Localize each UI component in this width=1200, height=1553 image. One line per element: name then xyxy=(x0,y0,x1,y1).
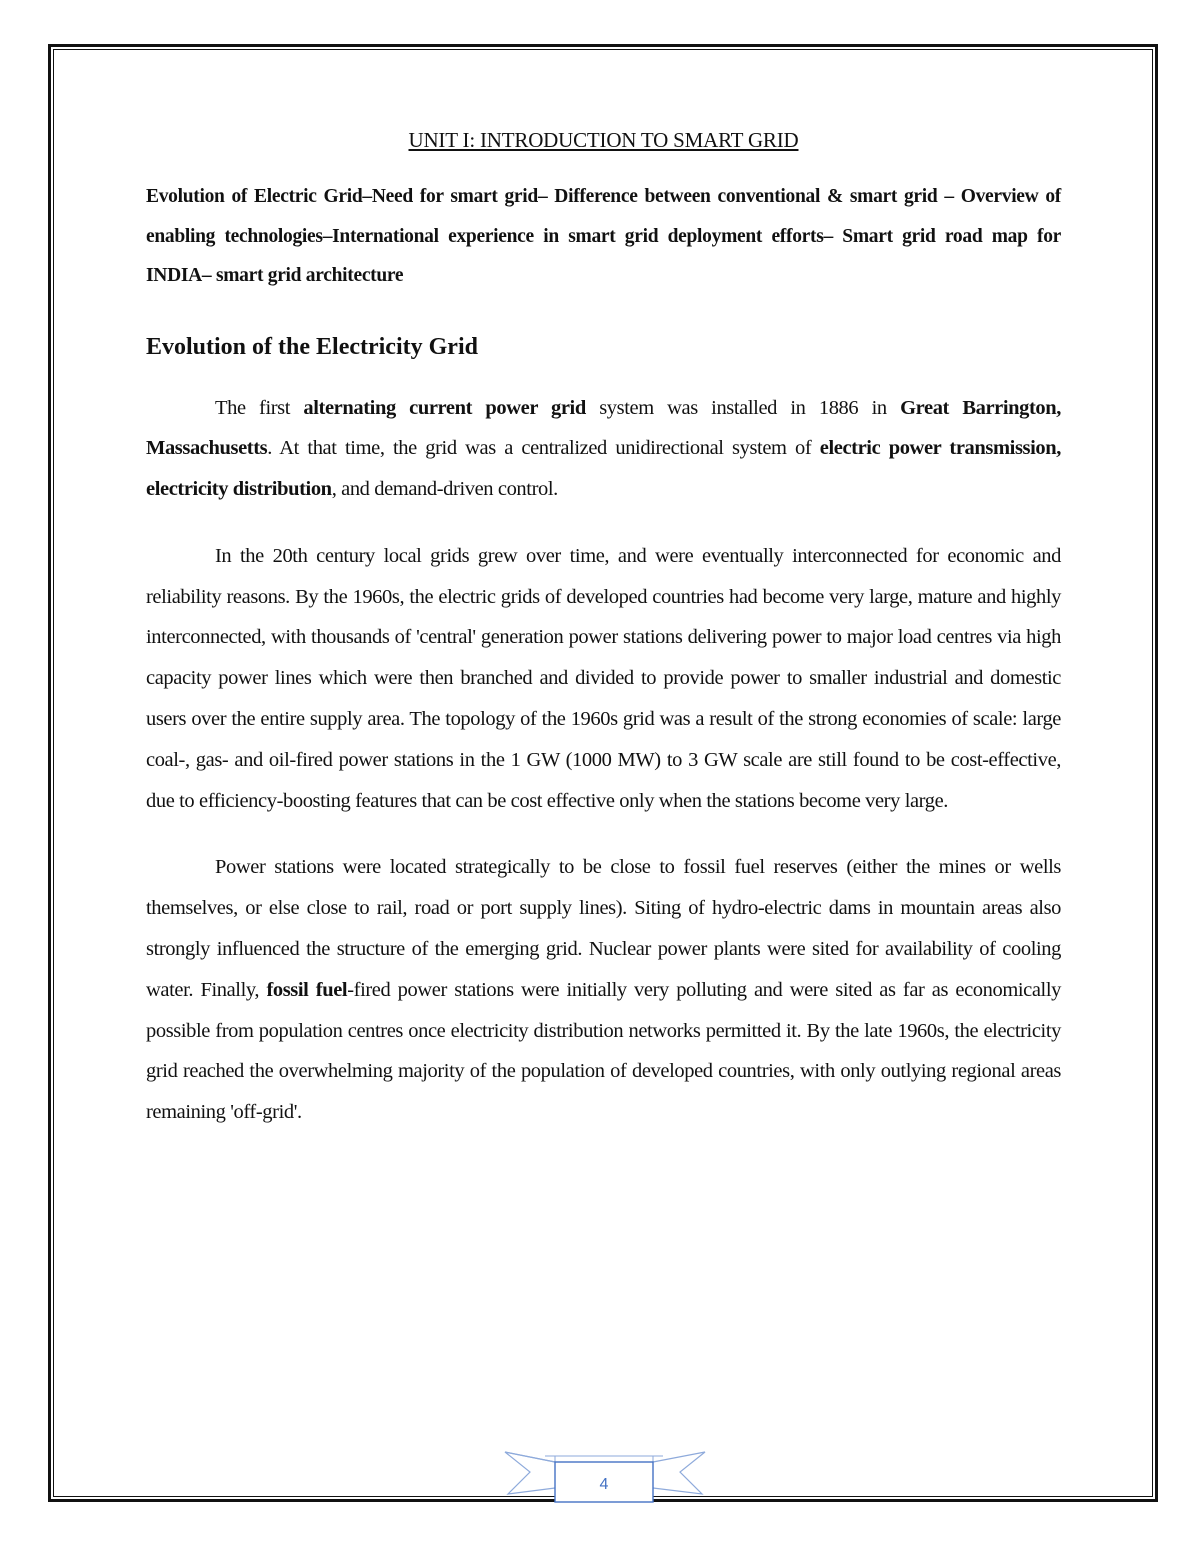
page-number: 4 xyxy=(599,1476,609,1493)
bold-term: fossil fuel xyxy=(266,978,348,1001)
bold-term: alternating current power grid xyxy=(303,396,586,419)
paragraph-1: The first alternating current power grid system was installed in 1886 in Great Barrington, Massachusetts. At that time, the grid was a centralized unidirectional system of electric power transmission, electricity distribution, and demand-driven control. xyxy=(146,396,1061,501)
syllabus-topics: Evolution of Electric Grid–Need for smart grid– Difference between conventional & smart grid – Overview of enabling technologies–International experience in smart grid deployment efforts– Smart grid road map for INDIA– smart grid architecture xyxy=(146,186,1061,286)
paragraph-3: Power stations were located strategically to be close to fossil fuel reserves (either the mines or wells themselves, or else close to rail, road or port supply lines). Siting of hydro-electric dams in mountain areas also strongly influenced the structure of the emerging grid. Nuclear power plants were sited for availability of cooling water. Finally, fossil fuel-fired power stations were initially very polluting and were sited as far as economically possible from population centres once electricity distribution networks permitted it. By the late 1960s, the electricity grid reached the overwhelming majority of the population of developed countries, with only outlying regional areas remaining 'off-grid'. xyxy=(146,856,1062,1124)
unit-title: UNIT I: INTRODUCTION TO SMART GRID xyxy=(408,128,799,152)
page-content xyxy=(146,128,1061,1159)
paragraph-2: In the 20th century local grids grew over time, and were eventually interconnected for economic and reliability reasons. By the 1960s, the electric grids of developed countries had become very large, mature and highly interconnected, with thousands of 'central' generation power stations delivering power to major load centres via high capacity power lines which were then branched and divided to provide power to smaller industrial and domestic users over the entire supply area. The topology of the 1960s grid was a result of the strong economies of scale: large coal-, gas- and oil-fired power stations in the 1 GW (1000 MW) to 3 GW scale are still found to be cost-effective, due to efficiency-boosting features that can be cost effective only when the stations become very large. xyxy=(146,544,1061,812)
bold-term: Great Barrington, Massachusetts xyxy=(146,396,1061,460)
bold-term: electric power transmission, electricity distribution xyxy=(146,437,1061,501)
section-heading: Evolution of the Electricity Grid xyxy=(146,333,478,360)
